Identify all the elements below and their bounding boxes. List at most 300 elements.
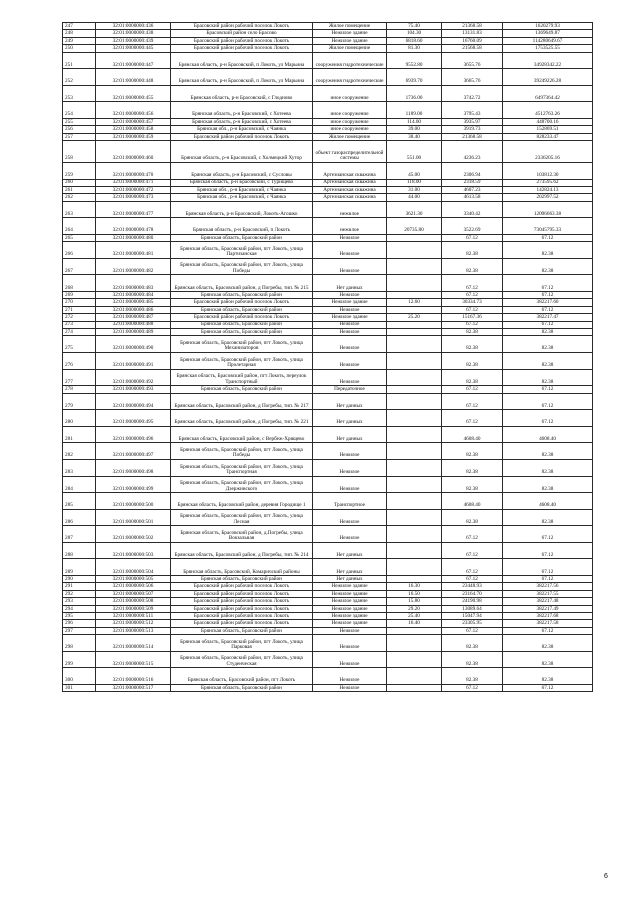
- address-cell: Брянская область, Брасовский район, пгт Локоть, улица Транспортная: [171, 459, 313, 476]
- address-cell: Брасовский район село Брасово: [171, 30, 313, 37]
- cadastral-number-cell: 32:01:0000000:494: [96, 393, 171, 410]
- address-cell: Брянская область, Брасовский район, пгт Локоть, улица Победы: [171, 443, 313, 460]
- cadastral-value-cell: 82.38: [503, 476, 593, 493]
- area-cell: 6818.60: [387, 37, 442, 44]
- object-type-cell: Нежилое здание: [313, 598, 387, 605]
- cadastral-number-cell: 32:01:0000000:480: [96, 234, 171, 241]
- unit-price-cell: 82.38: [442, 635, 503, 652]
- cadastral-number-cell: 32:01:0000000:484: [96, 292, 171, 299]
- row-number-cell: 249: [63, 37, 96, 44]
- row-number-cell: 290: [63, 576, 96, 583]
- cadastral-number-cell: 32:01:0000000:513: [96, 627, 171, 634]
- cadastral-value-cell: 6497364.42: [503, 85, 593, 102]
- address-cell: Брянская обл., р-н Брасовский, с Чаянка: [171, 194, 313, 201]
- object-type-cell: иное сооружение: [313, 85, 387, 102]
- table-row: [63, 668, 593, 685]
- object-type-cell: Нежилое: [313, 352, 387, 369]
- row-number-cell: 248: [63, 30, 96, 37]
- address-cell: Брянская область, Брасовский район, пгт Локоть, улица Партизанская: [171, 242, 313, 259]
- object-type-cell: Нежилое: [313, 336, 387, 353]
- table-row: [63, 352, 593, 369]
- cadastral-number-cell: 32:01:0000000:507: [96, 590, 171, 597]
- cadastral-number-cell: 32:01:0000000:508: [96, 598, 171, 605]
- cadastral-value-cell: 448700.16: [503, 118, 593, 125]
- object-type-cell: Артезианская скважина: [313, 194, 387, 201]
- object-type-cell: объект газораспределительной системы: [313, 141, 387, 163]
- table-row: [63, 583, 593, 590]
- table-body: [63, 23, 593, 692]
- cadastral-value-cell: 67.12: [503, 410, 593, 427]
- table-row: [63, 459, 593, 476]
- row-number-cell: 251: [63, 52, 96, 69]
- table-row: [63, 162, 593, 179]
- row-number-cell: 300: [63, 668, 96, 685]
- cadastral-number-cell: 32:01:0000000:506: [96, 583, 171, 590]
- area-cell: 16.40: [387, 620, 442, 627]
- address-cell: Брянская область, Брасовский район: [171, 576, 313, 583]
- address-cell: Брянская область, Брасовский район: [171, 328, 313, 335]
- object-type-cell: Нет данных: [313, 275, 387, 292]
- cadastral-number-cell: 32:01:0000000:455: [96, 85, 171, 102]
- unit-price-cell: 4608.40: [442, 493, 503, 510]
- cadastral-number-cell: 32:01:0000000:497: [96, 443, 171, 460]
- cadastral-number-cell: 32:01:0000000:473: [96, 194, 171, 201]
- row-number-cell: 299: [63, 651, 96, 668]
- address-cell: Брянская область, р-н Брасовский, п Локоть: [171, 218, 313, 235]
- cadastral-number-cell: 32:01:0000000:493: [96, 386, 171, 393]
- table-row: [63, 69, 593, 86]
- table-row: [63, 598, 593, 605]
- area-cell: [387, 627, 442, 634]
- object-type-cell: Жилое помещение: [313, 23, 387, 30]
- cadastral-value-cell: 2336205.16: [503, 141, 593, 163]
- unit-price-cell: 82.38: [442, 651, 503, 668]
- area-cell: [387, 410, 442, 427]
- cadastral-number-cell: 32:01:0000000:495: [96, 410, 171, 427]
- unit-price-cell: 67.12: [442, 321, 503, 328]
- row-number-cell: 297: [63, 627, 96, 634]
- object-type-cell: Нежилое: [313, 651, 387, 668]
- object-type-cell: Нет данных: [313, 576, 387, 583]
- row-number-cell: 247: [63, 23, 96, 30]
- cadastral-value-cell: 273595.62: [503, 179, 593, 186]
- cadastral-value-cell: 73045795.33: [503, 218, 593, 235]
- cadastral-value-cell: 67.12: [503, 321, 593, 328]
- row-number-cell: 291: [63, 583, 96, 590]
- unit-price-cell: 21368.58: [442, 133, 503, 140]
- unit-price-cell: 3919.73: [442, 126, 503, 133]
- area-cell: 12.60: [387, 299, 442, 306]
- row-number-cell: 274: [63, 328, 96, 335]
- row-number-cell: 261: [63, 186, 96, 193]
- row-number-cell: 254: [63, 102, 96, 119]
- cadastral-number-cell: 32:01:0000000:491: [96, 352, 171, 369]
- object-type-cell: Нежилое здание: [313, 314, 387, 321]
- unit-price-cell: 67.12: [442, 292, 503, 299]
- unit-price-cell: 13131.83: [442, 30, 503, 37]
- page-number: 6: [604, 873, 608, 880]
- table-row: [63, 194, 593, 201]
- unit-price-cell: 15047.94: [442, 613, 503, 620]
- cadastral-value-cell: 67.12: [503, 559, 593, 576]
- table-row: [63, 684, 593, 691]
- unit-price-cell: 82.38: [442, 459, 503, 476]
- object-type-cell: Нет данных: [313, 542, 387, 559]
- row-number-cell: 265: [63, 234, 96, 241]
- unit-price-cell: 67.12: [442, 410, 503, 427]
- unit-price-cell: 23448.93: [442, 583, 503, 590]
- table-row: [63, 493, 593, 510]
- area-cell: 25.40: [387, 613, 442, 620]
- unit-price-cell: 2306.94: [442, 162, 503, 179]
- address-cell: Брянская область, Брасовский район: [171, 627, 313, 634]
- row-number-cell: 277: [63, 369, 96, 386]
- area-cell: [387, 459, 442, 476]
- unit-price-cell: 3522.69: [442, 218, 503, 235]
- cadastral-number-cell: 32:01:0000000:448: [96, 69, 171, 86]
- cadastral-number-cell: 32:01:0000000:481: [96, 242, 171, 259]
- table-row: [63, 410, 593, 427]
- cadastral-value-cell: 1753525.55: [503, 45, 593, 52]
- row-number-cell: 264: [63, 218, 96, 235]
- table-row: [63, 292, 593, 299]
- cadastral-value-cell: 114280649.67: [503, 37, 593, 44]
- cadastral-value-cell: 103812.30: [503, 162, 593, 179]
- area-cell: 16.50: [387, 590, 442, 597]
- table-row: [63, 328, 593, 335]
- unit-price-cell: 4608.40: [442, 426, 503, 443]
- unit-price-cell: 4607.23: [442, 186, 503, 193]
- cadastral-number-cell: 32:01:0000000:490: [96, 336, 171, 353]
- cadastral-value-cell: 67.12: [503, 542, 593, 559]
- object-type-cell: Нежилое: [313, 635, 387, 652]
- table-row: [63, 85, 593, 102]
- unit-price-cell: 67.12: [442, 559, 503, 576]
- cadastral-value-cell: 382217.47: [503, 314, 593, 321]
- row-number-cell: 283: [63, 459, 96, 476]
- row-number-cell: 286: [63, 509, 96, 526]
- address-cell: Брасовский район рабочий поселок Локоть: [171, 314, 313, 321]
- cadastral-value-cell: 142824.13: [503, 186, 593, 193]
- cadastral-value-cell: 67.12: [503, 275, 593, 292]
- address-cell: Брянская область, Брасовский район, пгт Локоть, улица Лесная: [171, 509, 313, 526]
- cadastral-value-cell: 382217.60: [503, 299, 593, 306]
- area-cell: [387, 234, 442, 241]
- area-cell: [387, 393, 442, 410]
- area-cell: [387, 321, 442, 328]
- row-number-cell: 295: [63, 613, 96, 620]
- unit-price-cell: 3665.76: [442, 69, 503, 86]
- address-cell: Брасовский район рабочий поселок Локоть: [171, 299, 313, 306]
- cadastral-value-cell: 82.38: [503, 635, 593, 652]
- row-number-cell: 252: [63, 69, 96, 86]
- area-cell: 45.00: [387, 162, 442, 179]
- area-cell: 114.00: [387, 118, 442, 125]
- address-cell: Брасовский район рабочий поселок Локоть: [171, 605, 313, 612]
- row-number-cell: 285: [63, 493, 96, 510]
- area-cell: [387, 242, 442, 259]
- object-type-cell: Нет данных: [313, 410, 387, 427]
- table-row: [63, 476, 593, 493]
- cadastral-value-cell: 67.12: [503, 576, 593, 583]
- address-cell: Брянская область, Брасовский район, д Погребы, тип. № 214: [171, 542, 313, 559]
- object-type-cell: сооружения гидротехнические: [313, 69, 387, 86]
- unit-price-cell: 3935.97: [442, 118, 503, 125]
- area-cell: 38.40: [387, 133, 442, 140]
- object-type-cell: Нежилое здание: [313, 590, 387, 597]
- cadastral-value-cell: 82.38: [503, 509, 593, 526]
- table-row: [63, 542, 593, 559]
- unit-price-cell: 67.12: [442, 526, 503, 543]
- cadastral-value-cell: 82.38: [503, 459, 593, 476]
- table-row: [63, 37, 593, 44]
- table-row: [63, 576, 593, 583]
- object-type-cell: Нет данных: [313, 393, 387, 410]
- address-cell: Брянская область, Брасовский район: [171, 306, 313, 313]
- object-type-cell: Нежилое здание: [313, 30, 387, 37]
- address-cell: Брянская область, Брасовский район, пгт Локоть, улица Студенческая: [171, 651, 313, 668]
- unit-price-cell: 67.12: [442, 386, 503, 393]
- address-cell: Брянская область, р-н Брасовский, с Сусловы: [171, 162, 313, 179]
- unit-price-cell: 3655.76: [442, 52, 503, 69]
- table-row: [63, 118, 593, 125]
- address-cell: Брянская область, р-н Брасовский, с Хотеева: [171, 102, 313, 119]
- unit-price-cell: 82.38: [442, 242, 503, 259]
- cadastral-value-cell: 82.38: [503, 328, 593, 335]
- cadastral-number-cell: 32:01:0000000:486: [96, 306, 171, 313]
- unit-price-cell: 67.12: [442, 576, 503, 583]
- cadastral-number-cell: 32:01:0000000:447: [96, 52, 171, 69]
- object-type-cell: Артезианская скважина: [313, 162, 387, 179]
- table-row: [63, 651, 593, 668]
- row-number-cell: 266: [63, 242, 96, 259]
- address-cell: Брасовский район рабочий поселок Локоть: [171, 590, 313, 597]
- table-row: [63, 613, 593, 620]
- cadastral-number-cell: 32:01:0000000:500: [96, 493, 171, 510]
- area-cell: [387, 426, 442, 443]
- object-type-cell: Нежилое: [313, 443, 387, 460]
- cadastral-number-cell: 32:01:0000000:496: [96, 426, 171, 443]
- area-cell: [387, 306, 442, 313]
- object-type-cell: Нежилое: [313, 306, 387, 313]
- row-number-cell: 256: [63, 126, 96, 133]
- cadastral-number-cell: 32:01:0000000:459: [96, 133, 171, 140]
- address-cell: Брянская область, р-н Брасовский, с Хотеева: [171, 118, 313, 125]
- table-row: [63, 45, 593, 52]
- unit-price-cell: 13089.64: [442, 605, 503, 612]
- cadastral-value-cell: 152869.51: [503, 126, 593, 133]
- cadastral-number-cell: 32:01:0000000:488: [96, 321, 171, 328]
- area-cell: 16.30: [387, 583, 442, 590]
- address-cell: Брянская область, р-н Брасовский, Локоть-Агошко: [171, 201, 313, 218]
- unit-price-cell: 16760.09: [442, 37, 503, 44]
- unit-price-cell: 3795.43: [442, 102, 503, 119]
- address-cell: Брянская область, Брасовский район, пгт Локоть, переулок Транспортный: [171, 369, 313, 386]
- area-cell: [387, 336, 442, 353]
- area-cell: 9552.80: [387, 52, 442, 69]
- cadastral-number-cell: 32:01:0000000:516: [96, 668, 171, 685]
- cadastral-value-cell: 12096663.38: [503, 201, 593, 218]
- row-number-cell: 275: [63, 336, 96, 353]
- address-cell: Брянская область, Брасовский район, с Вербеж-Хрящево: [171, 426, 313, 443]
- table-row: [63, 590, 593, 597]
- cadastral-value-cell: 828233.47: [503, 133, 593, 140]
- object-type-cell: Жилое помещение: [313, 133, 387, 140]
- address-cell: Брянская область, Брасовский район: [171, 684, 313, 691]
- address-cell: Брянская область, р-н Брасовский, с Турищево: [171, 179, 313, 186]
- unit-price-cell: 21568.58: [442, 45, 503, 52]
- row-number-cell: 296: [63, 620, 96, 627]
- unit-price-cell: 15167.36: [442, 314, 503, 321]
- unit-price-cell: 82.38: [442, 352, 503, 369]
- area-cell: [387, 635, 442, 652]
- table-row: [63, 218, 593, 235]
- address-cell: Брянская область, Брасовский район: [171, 321, 313, 328]
- cadastral-number-cell: 32:01:0000000:483: [96, 275, 171, 292]
- cadastral-value-cell: 39249226.28: [503, 69, 593, 86]
- row-number-cell: 301: [63, 684, 96, 691]
- table-row: [63, 234, 593, 241]
- object-type-cell: Нежилое: [313, 668, 387, 685]
- area-cell: [387, 258, 442, 275]
- address-cell: Брянская область, Брасовский район, д Погребы, тип. № 217: [171, 393, 313, 410]
- unit-price-cell: 82.38: [442, 328, 503, 335]
- cadastral-number-cell: 32:01:0000000:489: [96, 328, 171, 335]
- table-row: [63, 30, 593, 37]
- object-type-cell: Нежилое: [313, 627, 387, 634]
- address-cell: Брасовский район рабочий поселок Локоть: [171, 37, 313, 44]
- table-row: [63, 386, 593, 393]
- cadastral-number-cell: 32:01:0000000:498: [96, 459, 171, 476]
- object-type-cell: Нежилое: [313, 242, 387, 259]
- object-type-cell: иное сооружение: [313, 118, 387, 125]
- cadastral-value-cell: 82.38: [503, 352, 593, 369]
- cadastral-number-cell: 32:01:0000000:509: [96, 605, 171, 612]
- unit-price-cell: 2318.59: [442, 179, 503, 186]
- cadastral-value-cell: 4608.40: [503, 493, 593, 510]
- row-number-cell: 255: [63, 118, 96, 125]
- object-type-cell: Нежилое здание: [313, 613, 387, 620]
- unit-price-cell: 4236.23: [442, 141, 503, 163]
- row-number-cell: 279: [63, 393, 96, 410]
- address-cell: Брянская область, р-н Брасовский, с Глодново: [171, 85, 313, 102]
- row-number-cell: 272: [63, 314, 96, 321]
- area-cell: 44.00: [387, 194, 442, 201]
- row-number-cell: 250: [63, 45, 96, 52]
- object-type-cell: Нежилое: [313, 509, 387, 526]
- unit-price-cell: 67.12: [442, 627, 503, 634]
- address-cell: Брянская область, Брасовский район, деревня Городище 1: [171, 493, 313, 510]
- address-cell: Брянская область, Брасовский район, пгт Локоть, улица Механизаторов: [171, 336, 313, 353]
- area-cell: [387, 292, 442, 299]
- row-number-cell: 270: [63, 299, 96, 306]
- address-cell: Брянская область, Брасовский район, д Погребы, тип. № 221: [171, 410, 313, 427]
- cadastral-value-cell: 82.38: [503, 651, 593, 668]
- address-cell: Брянская область, р-н Брасовский, с Холмецкий Хутор: [171, 141, 313, 163]
- row-number-cell: 267: [63, 258, 96, 275]
- table-row: [63, 52, 593, 69]
- cadastral-value-cell: 67.12: [503, 526, 593, 543]
- table-row: [63, 258, 593, 275]
- row-number-cell: 258: [63, 141, 96, 163]
- cadastral-number-cell: 32:01:0000000:472: [96, 186, 171, 193]
- address-cell: Брянская область, Брасовский район, пгт Локоть, улица Пролетарная: [171, 352, 313, 369]
- cadastral-value-cell: 1620279.93: [503, 23, 593, 30]
- cadastral-value-cell: 1369649.87: [503, 30, 593, 37]
- area-cell: [387, 684, 442, 691]
- unit-price-cell: 4613.58: [442, 194, 503, 201]
- address-cell: Брянская область, Брасовский район: [171, 234, 313, 241]
- area-cell: 3621.30: [387, 201, 442, 218]
- table-row: [63, 620, 593, 627]
- cadastral-value-cell: 382217.55: [503, 590, 593, 597]
- cadastral-value-cell: 4512763.26: [503, 102, 593, 119]
- cadastral-number-cell: 32:01:0000000:460: [96, 141, 171, 163]
- table-row: [63, 559, 593, 576]
- cadastral-value-cell: 382217.68: [503, 613, 593, 620]
- unit-price-cell: 3742.72: [442, 85, 503, 102]
- object-type-cell: Жилое помещение: [313, 45, 387, 52]
- cadastral-value-cell: 34928342.22: [503, 52, 593, 69]
- address-cell: Брасовский район рабочий поселок Локоть: [171, 613, 313, 620]
- cadastral-value-cell: 382217.56: [503, 583, 593, 590]
- object-type-cell: нежилое: [313, 218, 387, 235]
- row-number-cell: 287: [63, 526, 96, 543]
- cadastral-number-cell: 32:01:0000000:457: [96, 118, 171, 125]
- object-type-cell: Нет данных: [313, 559, 387, 576]
- address-cell: Брянская область, Брасовский район, д.Погребы, улица Вокзальная: [171, 526, 313, 543]
- address-cell: Брасовский район рабочий поселок Локоть: [171, 45, 313, 52]
- address-cell: Брасовский район рабочий поселок Локоть: [171, 583, 313, 590]
- row-number-cell: 288: [63, 542, 96, 559]
- cadastral-number-cell: 32:01:0000000:517: [96, 684, 171, 691]
- object-type-cell: Нежилое здание: [313, 605, 387, 612]
- row-number-cell: 257: [63, 133, 96, 140]
- address-cell: Брянская область, р-н Брасовский, п Локоть, ул Марьина: [171, 69, 313, 86]
- object-type-cell: иное сооружение: [313, 102, 387, 119]
- unit-price-cell: 67.12: [442, 542, 503, 559]
- table-row: [63, 627, 593, 634]
- table-row: [63, 102, 593, 119]
- row-number-cell: 282: [63, 443, 96, 460]
- object-type-cell: Нет данных: [313, 426, 387, 443]
- cadastral-value-cell: 82.38: [503, 336, 593, 353]
- cadastral-number-cell: 32:01:0000000:445: [96, 45, 171, 52]
- row-number-cell: 293: [63, 598, 96, 605]
- cadastral-number-cell: 32:01:0000000:499: [96, 476, 171, 493]
- unit-price-cell: 67.12: [442, 306, 503, 313]
- cadastral-value-cell: 202997.52: [503, 194, 593, 201]
- area-cell: [387, 476, 442, 493]
- object-type-cell: Нежилое здание: [313, 620, 387, 627]
- unit-price-cell: 30334.73: [442, 299, 503, 306]
- cadastral-value-cell: 382217.48: [503, 598, 593, 605]
- unit-price-cell: 82.38: [442, 258, 503, 275]
- cadastral-value-cell: 82.38: [503, 258, 593, 275]
- address-cell: Брасовский район рабочий поселок Локоть: [171, 598, 313, 605]
- object-type-cell: нежилое: [313, 201, 387, 218]
- table-row: [63, 126, 593, 133]
- unit-price-cell: 23164.70: [442, 590, 503, 597]
- area-cell: 75.40: [387, 23, 442, 30]
- object-type-cell: Нежилое: [313, 684, 387, 691]
- table-row: [63, 186, 593, 193]
- address-cell: Брянская обл., р-н Брасовский, с Чаянка: [171, 186, 313, 193]
- object-type-cell: Артезианская скважина: [313, 179, 387, 186]
- unit-price-cell: 82.38: [442, 668, 503, 685]
- unit-price-cell: 82.38: [442, 476, 503, 493]
- cadastral-number-cell: 32:01:0000000:487: [96, 314, 171, 321]
